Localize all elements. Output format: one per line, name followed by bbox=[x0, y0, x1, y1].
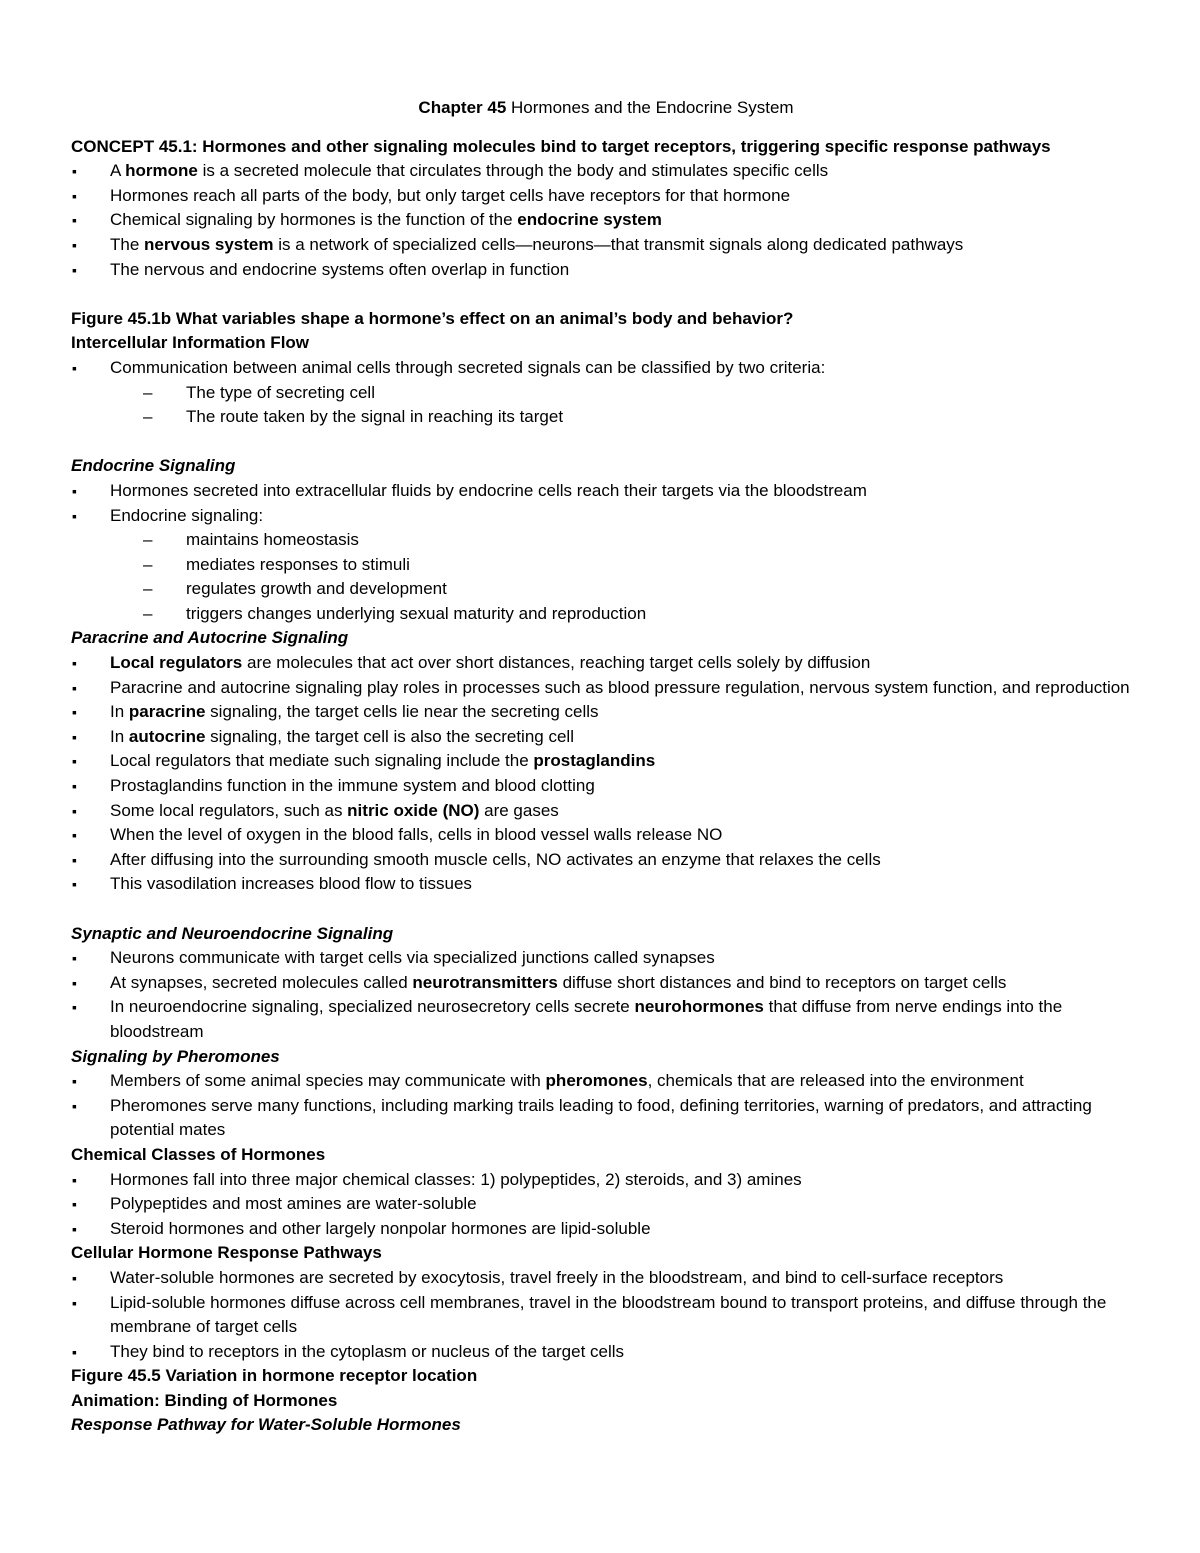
bullet-list bbox=[71, 356, 1141, 430]
text-run: Polypeptides and most amines are water-soluble bbox=[110, 1194, 477, 1214]
text-run: Prostaglandins function in the immune system and blood clotting bbox=[110, 776, 595, 796]
sub-bullet-item bbox=[71, 405, 1141, 430]
section-heading: Cellular Hormone Response Pathways bbox=[71, 1243, 382, 1263]
text-run: Hormones secreted into extracellular fluids by endocrine cells reach their targets via the bloodstream bbox=[110, 480, 867, 500]
section-heading: Synaptic and Neuroendocrine Signaling bbox=[71, 923, 394, 943]
text-run: When the level of oxygen in the blood falls, cells in blood vessel walls release NO bbox=[110, 825, 723, 845]
bullet-item bbox=[71, 356, 1141, 381]
bold-term: neurohormones bbox=[634, 997, 764, 1017]
bold-term: pheromones bbox=[545, 1071, 648, 1091]
section-heading: Animation: Binding of Hormones bbox=[71, 1390, 338, 1410]
text-run: are gases bbox=[479, 800, 559, 820]
page-title-chapter: Chapter 45 bbox=[418, 98, 507, 117]
text-run: , chemicals that are released into the environment bbox=[647, 1071, 1024, 1091]
text-run: Hormones fall into three major chemical classes: 1) polypeptides, 2) steroids, and 3) amines bbox=[110, 1169, 802, 1189]
text-run: Chemical signaling by hormones is the function of the bbox=[110, 210, 518, 230]
sub-bullet-item bbox=[71, 553, 1141, 578]
text-run: Lipid-soluble hormones diffuse across cell membranes, travel in the bloodstream bound to transport proteins, and diffuse through the membrane of target cells bbox=[110, 1292, 1107, 1337]
text-run: is a network of specialized cells—neurons—that transmit signals along dedicated pathways bbox=[273, 234, 964, 254]
document-page bbox=[71, 96, 1141, 1438]
text-run: Endocrine signaling: bbox=[110, 505, 264, 525]
page-title bbox=[71, 96, 1141, 121]
section-heading: Chemical Classes of Hormones bbox=[71, 1144, 326, 1164]
text-run: The route taken by the signal in reaching its target bbox=[186, 407, 564, 427]
bullet-item bbox=[71, 823, 1141, 848]
section-heading: CONCEPT 45.1: Hormones and other signaling molecules bind to target receptors, triggering specific response pathways bbox=[71, 136, 1051, 156]
sub-bullet-item bbox=[71, 381, 1141, 406]
bullet-item bbox=[71, 799, 1141, 824]
bold-term: nervous system bbox=[144, 234, 274, 254]
text-run: In bbox=[110, 702, 129, 722]
bullet-list bbox=[71, 946, 1141, 1044]
bullet-item bbox=[71, 208, 1141, 233]
sub-bullet-item bbox=[71, 528, 1141, 553]
bullet-list bbox=[71, 1168, 1141, 1242]
bullet-item bbox=[71, 995, 1141, 1044]
text-run: Local regulators that mediate such signaling include the bbox=[110, 751, 534, 771]
text-run: Pheromones serve many functions, including marking trails leading to food, defining territories, warning of predators, and attracting potential mates bbox=[110, 1095, 1092, 1140]
section-heading: Figure 45.1b What variables shape a hormone’s effect on an animal’s body and behavior? bbox=[71, 308, 794, 328]
sub-bullet-item bbox=[71, 577, 1141, 602]
text-run: Paracrine and autocrine signaling play roles in processes such as blood pressure regulation, nervous system function, and reproduction bbox=[110, 677, 1130, 697]
bullet-item bbox=[71, 651, 1141, 676]
bullet-item bbox=[71, 1217, 1141, 1242]
text-run: triggers changes underlying sexual maturity and reproduction bbox=[186, 603, 647, 623]
bullet-list bbox=[71, 651, 1141, 897]
text-run: Hormones reach all parts of the body, but only target cells have receptors for that hormone bbox=[110, 185, 791, 205]
bullet-item bbox=[71, 504, 1141, 529]
bold-term: paracrine bbox=[128, 702, 206, 722]
section-heading: Signaling by Pheromones bbox=[71, 1046, 280, 1066]
bullet-item bbox=[71, 872, 1141, 897]
bullet-item bbox=[71, 1266, 1141, 1291]
text-run: signaling, the target cell is also the secreting cell bbox=[205, 726, 574, 746]
bullet-list bbox=[71, 1069, 1141, 1143]
bold-term: hormone bbox=[125, 161, 198, 181]
bullet-item bbox=[71, 159, 1141, 184]
bullet-item bbox=[71, 725, 1141, 750]
document-content bbox=[71, 135, 1141, 1438]
sub-bullet-item bbox=[71, 602, 1141, 627]
section-heading: Intercellular Information Flow bbox=[71, 333, 310, 353]
bullet-item bbox=[71, 676, 1141, 701]
blank-line bbox=[71, 897, 1141, 922]
bold-term: endocrine system bbox=[517, 210, 662, 230]
bullet-item bbox=[71, 749, 1141, 774]
bullet-item bbox=[71, 971, 1141, 996]
text-run: The nervous and endocrine systems often overlap in function bbox=[110, 259, 570, 279]
bullet-item bbox=[71, 479, 1141, 504]
text-run: This vasodilation increases blood flow to tissues bbox=[110, 874, 472, 894]
text-run: A bbox=[110, 161, 126, 181]
blank-line bbox=[71, 430, 1141, 455]
section-heading: Paracrine and Autocrine Signaling bbox=[71, 628, 349, 648]
bullet-item bbox=[71, 1192, 1141, 1217]
bullet-item bbox=[71, 184, 1141, 209]
bullet-item bbox=[71, 1094, 1141, 1143]
blank-line bbox=[71, 282, 1141, 307]
section-heading: Figure 45.5 Variation in hormone receptor location bbox=[71, 1366, 478, 1386]
text-run: Members of some animal species may communicate with bbox=[110, 1071, 546, 1091]
text-run: They bind to receptors in the cytoplasm or nucleus of the target cells bbox=[110, 1341, 625, 1361]
section-heading: Endocrine Signaling bbox=[71, 456, 236, 476]
text-run: Neurons communicate with target cells via specialized junctions called synapses bbox=[110, 948, 715, 968]
bullet-list bbox=[71, 159, 1141, 282]
text-run: maintains homeostasis bbox=[186, 530, 359, 550]
text-run: are molecules that act over short distances, reaching target cells solely by diffusion bbox=[242, 653, 871, 673]
bullet-item bbox=[71, 1291, 1141, 1340]
text-run: signaling, the target cells lie near the secreting cells bbox=[205, 702, 599, 722]
bold-term: autocrine bbox=[128, 726, 206, 746]
text-run: Some local regulators, such as bbox=[110, 800, 348, 820]
bullet-item bbox=[71, 1340, 1141, 1365]
bold-term: Local regulators bbox=[110, 653, 243, 673]
page-title-text: Hormones and the Endocrine System bbox=[506, 98, 794, 117]
bullet-item bbox=[71, 946, 1141, 971]
text-run: In bbox=[110, 726, 129, 746]
bullet-item bbox=[71, 1168, 1141, 1193]
text-run: is a secreted molecule that circulates through the body and stimulates specific cells bbox=[197, 161, 829, 181]
text-run: Steroid hormones and other largely nonpolar hormones are lipid-soluble bbox=[110, 1218, 651, 1238]
bullet-item bbox=[71, 1069, 1141, 1094]
bold-term: nitric oxide (NO) bbox=[347, 800, 480, 820]
text-run: Water-soluble hormones are secreted by exocytosis, travel freely in the bloodstream, and bind to cell-surface receptors bbox=[110, 1267, 1004, 1287]
text-run: In neuroendocrine signaling, specialized neurosecretory cells secrete bbox=[110, 997, 635, 1017]
bullet-item bbox=[71, 774, 1141, 799]
bold-term: prostaglandins bbox=[533, 751, 656, 771]
text-run: The type of secreting cell bbox=[186, 382, 375, 402]
text-run: mediates responses to stimuli bbox=[186, 554, 410, 574]
text-run: diffuse short distances and bind to receptors on target cells bbox=[557, 972, 1007, 992]
text-run: After diffusing into the surrounding smooth muscle cells, NO activates an enzyme that relaxes the cells bbox=[110, 849, 881, 869]
text-run: that diffuse from nerve endings into the bloodstream bbox=[110, 997, 1063, 1041]
bullet-item bbox=[71, 700, 1141, 725]
section-heading: Response Pathway for Water-Soluble Hormones bbox=[71, 1415, 461, 1435]
text-run: At synapses, secreted molecules called bbox=[110, 972, 413, 992]
bold-term: neurotransmitters bbox=[412, 972, 558, 992]
bullet-item bbox=[71, 233, 1141, 258]
bullet-item bbox=[71, 258, 1141, 283]
text-run: The bbox=[110, 234, 145, 254]
bullet-list bbox=[71, 1266, 1141, 1364]
text-run: regulates growth and development bbox=[186, 579, 447, 599]
bullet-item bbox=[71, 848, 1141, 873]
text-run: Communication between animal cells through secreted signals can be classified by two criteria: bbox=[110, 357, 826, 377]
bullet-list bbox=[71, 479, 1141, 627]
